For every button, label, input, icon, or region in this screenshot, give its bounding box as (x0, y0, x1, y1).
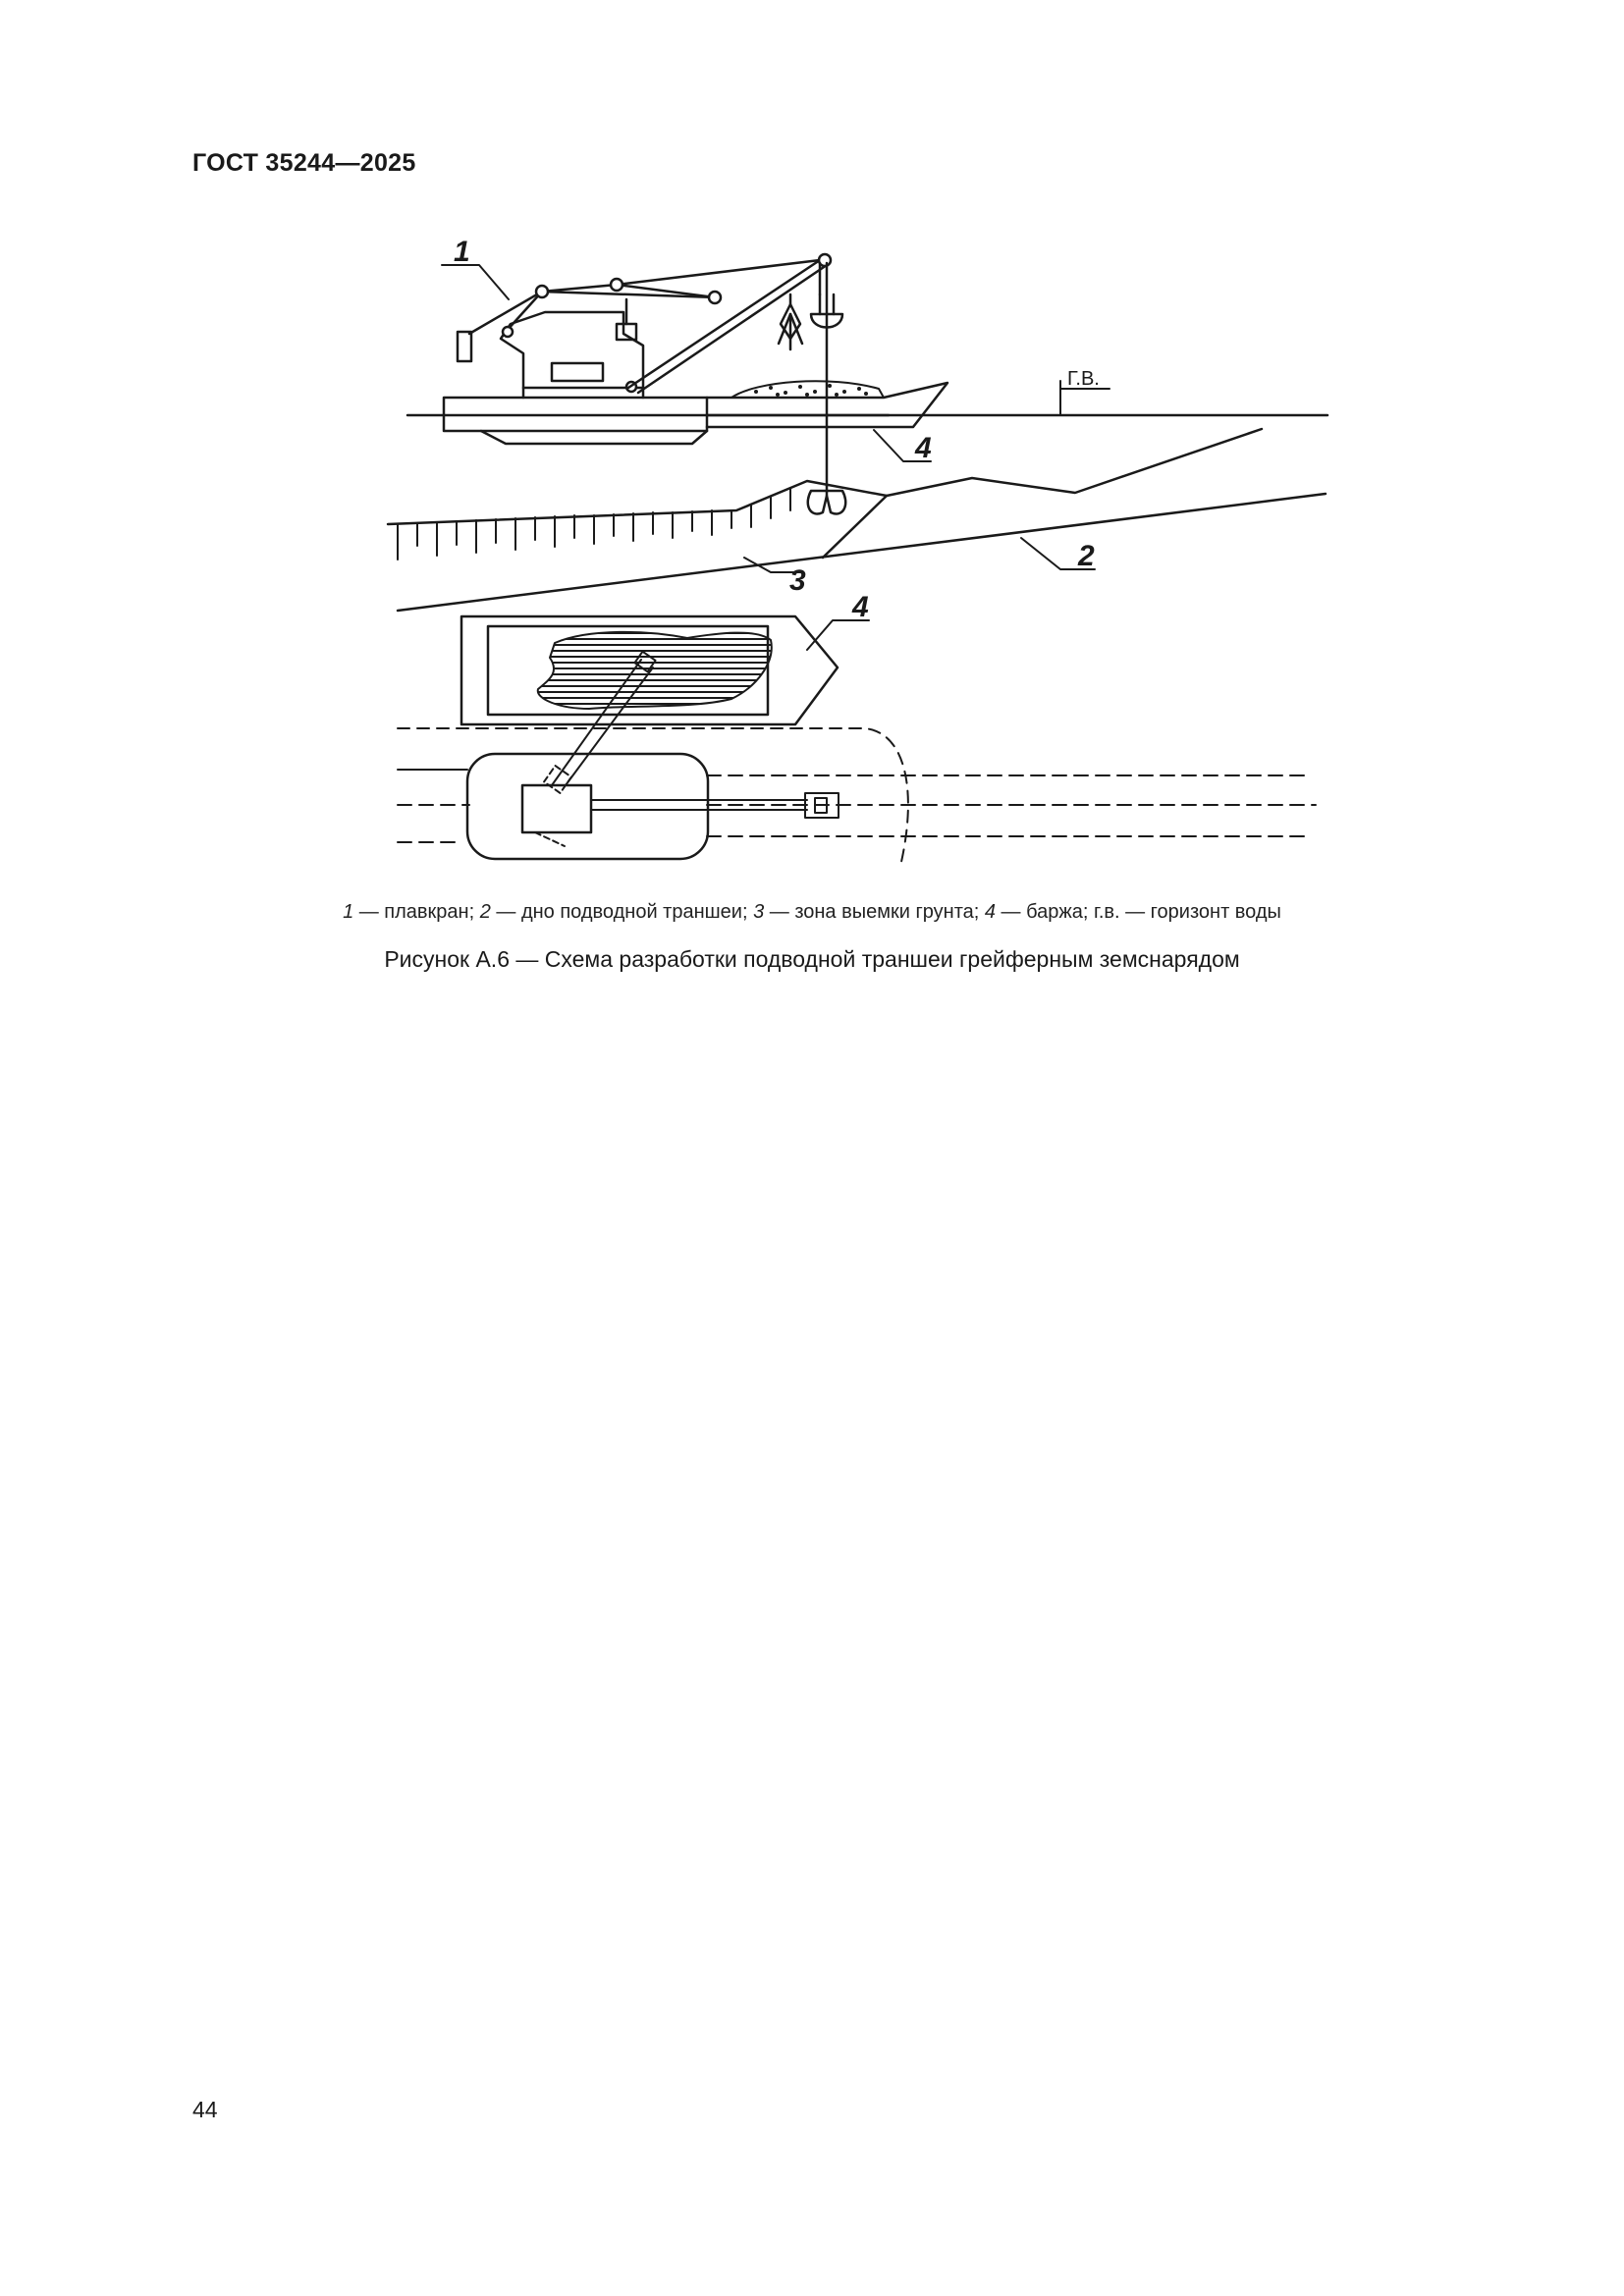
document-header: ГОСТ 35244—2025 (192, 149, 416, 177)
crane-counterweight (458, 292, 542, 361)
figure-caption: Рисунок А.6 — Схема разработки подводной траншеи грейферным земснарядом (384, 946, 1240, 972)
figure-a6 (373, 226, 1335, 893)
excavation-slope (823, 496, 887, 558)
grab-discharging (779, 294, 802, 349)
callout-crane: 1 (454, 236, 470, 268)
callout-water-level: Г.В. (1067, 368, 1100, 390)
crane-frame (503, 260, 820, 392)
callout-excavation-zone: 3 (789, 564, 806, 597)
callout-barge-side: 4 (915, 432, 932, 464)
legend-num-1: 1 (343, 901, 354, 923)
soil-dots (754, 384, 868, 397)
legend-text-4: — баржа; г.в. — горизонт воды (996, 901, 1281, 923)
grab-bucket-open (808, 486, 845, 513)
legend-num-2: 2 (479, 901, 491, 923)
cargo-hatch-fill (538, 632, 772, 709)
legend-text-1: — плавкран; (353, 901, 480, 923)
legend-text-2: — дно подводной траншеи; (490, 901, 754, 923)
callout-trench-bottom: 2 (1078, 540, 1095, 572)
page-number: 44 (192, 2097, 218, 2122)
crane-pontoon (444, 398, 707, 444)
seabed-hatching (398, 488, 790, 560)
legend-num-3: 3 (753, 901, 765, 923)
legend-text-3: — зона выемки грунта; (764, 901, 985, 923)
legend-num-4: 4 (984, 901, 996, 923)
figure-legend (0, 901, 1624, 924)
crane-cab-plan (522, 785, 591, 832)
dredging-scheme-drawing (373, 226, 1335, 893)
callout-barge-plan: 4 (852, 591, 869, 623)
